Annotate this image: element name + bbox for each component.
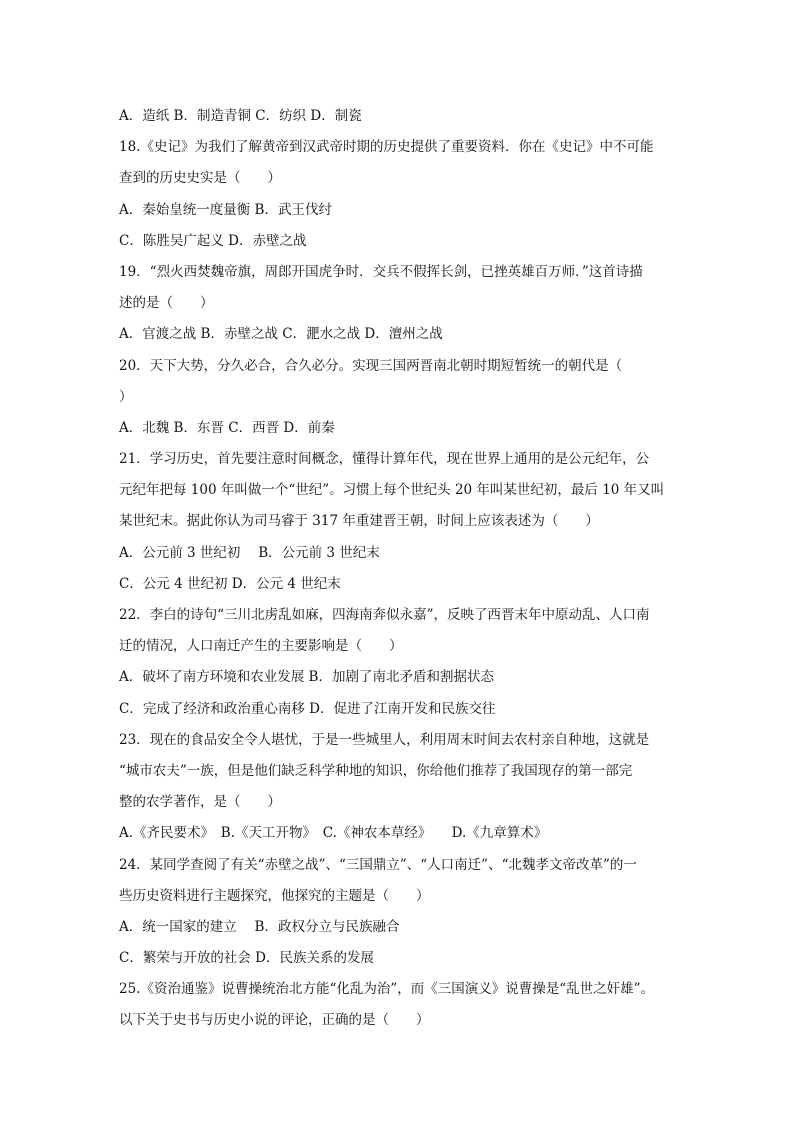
text-line: A．破坏了南方环境和农业发展 B．加剧了南北矛盾和割据状态	[119, 669, 494, 686]
text-line: 元纪年把每 100 年叫做一个“世纪”。习惯上每个世纪头 20 年叫某世纪初，最后 10 年又叫	[119, 482, 665, 499]
text-line: A．公元前 3 世纪初 B．公元前 3 世纪末	[119, 544, 380, 561]
text-line: 某世纪末。据此你认为司马睿于 317 年重建晋王朝，时间上应该表述为（ ）	[119, 513, 599, 530]
text-line: A．秦始皇统一度量衡 B．武王伐纣	[119, 201, 332, 218]
text-line: C．公元 4 世纪初 D．公元 4 世纪末	[119, 575, 341, 592]
text-line: ）	[119, 388, 133, 405]
text-line: A.《齐民要术》 B.《天工开物》 C.《神农本草经》 D.《九章算术》	[119, 825, 548, 842]
text-line: “城市农夫”一族，但是他们缺乏科学种地的知识，你给他们推荐了我国现存的第一部完	[119, 762, 633, 779]
text-line: A．造纸 B．制造青铜 C．纺织 D．制瓷	[119, 108, 362, 124]
text-line: 18.《史记》为我们了解黄帝到汉武帝时期的历史提供了重要资料．你在《史记》中不可能	[119, 139, 654, 156]
text-line: C．完成了经济和政治重心南移 D．促进了江南开发和民族交往	[119, 700, 496, 717]
text-line: 19．“烈火西焚魏帝旗，周郎开国虎争时．交兵不假挥长剑，已挫英雄百万师．”这首诗描	[119, 263, 643, 280]
text-line: 20．天下大势，分久必合，合久必分。实现三国两晋南北朝时期短暂统一的朝代是（	[119, 357, 623, 374]
text-line: 些历史资料进行主题探究，他探究的主题是（ ）	[119, 887, 430, 904]
text-line: 迁的情况，人口南迁产生的主要影响是（ ）	[119, 638, 403, 655]
text-line: 述的是（ ）	[119, 295, 214, 312]
text-line: 整的农学著作，是（ ）	[119, 794, 281, 811]
text-line: 查到的历史史实是（ ）	[119, 170, 281, 187]
text-line: 以下关于史书与历史小说的评论，正确的是（ ）	[119, 1012, 430, 1029]
text-line: A．北魏 B．东晋 C．西晋 D．前秦	[119, 419, 335, 436]
text-line: 22．李白的诗句“三川北虏乱如麻，四海南奔似永嘉”，反映了西晋末年中原动乱、人口南	[119, 607, 650, 623]
text-line: 25.《资治通鉴》说曹操统治北方能“化乱为治”，而《三国演义》说曹操是“乱世之奸雄”。	[119, 981, 655, 998]
text-line: A．统一国家的建立 B．政权分立与民族融合	[119, 918, 400, 935]
text-line: C．陈胜吴广起义 D．赤壁之战	[119, 232, 307, 249]
text-line: 21．学习历史，首先要注意时间概念，懂得计算年代，现在世界上通用的是公元纪年，公	[119, 451, 650, 468]
question-text-block	[119, 101, 679, 1037]
text-line: 23．现在的食品安全令人堪忧，于是一些城里人，利用周末时间去农村亲自种地，这就是	[119, 731, 650, 748]
text-line: 24．某同学查阅了有关“赤壁之战”、“三国鼎立”、“人口南迁”、“北魏孝文帝改革”的一	[119, 856, 637, 873]
text-line: C．繁荣与开放的社会 D．民族关系的发展	[119, 950, 374, 967]
text-line: A．官渡之战 B．赤壁之战 C．淝水之战 D．澶州之战	[119, 326, 443, 343]
